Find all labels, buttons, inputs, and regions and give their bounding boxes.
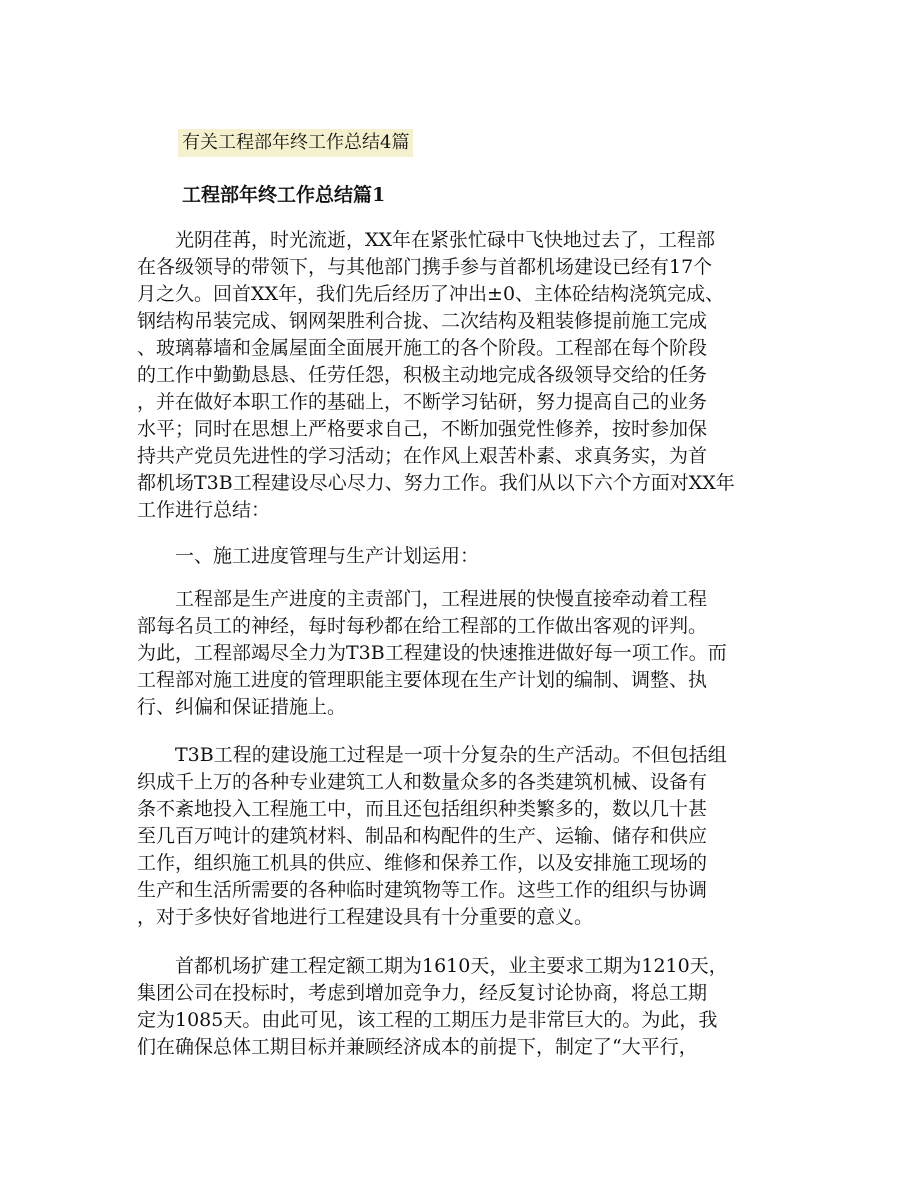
text-line: 生产和生活所需要的各种临时建筑物等工作。这些工作的组织与协调: [137, 879, 708, 901]
text-line: 行、纠偏和保证措施上。: [137, 696, 347, 718]
text-line: 工程部是生产进度的主责部门，工程进展的快慢直接牵动着工程: [137, 588, 708, 610]
text-line: T3B工程的建设施工过程是一项十分复杂的生产活动。不但包括组: [137, 744, 727, 766]
text-line: 工程部对施工进度的管理职能主要体现在生产计划的编制、调整、执: [137, 669, 708, 691]
paragraph-intro: [137, 227, 787, 524]
text-line: ，并在做好本职工作的基础上，不断学习钻研，努力提高自己的业务: [137, 391, 708, 413]
text-line: 一、施工进度管理与生产计划运用：: [137, 545, 480, 567]
paragraph-schedule: [137, 953, 787, 1061]
text-line: 在各级领导的带领下，与其他部门携手参与首都机场建设已经有17个: [137, 256, 713, 278]
text-line: 、玻璃幕墙和金属屋面全面展开施工的各个阶段。工程部在每个阶段: [137, 337, 708, 359]
text-line: 工作，组织施工机具的供应、维修和保养工作，以及安排施工现场的: [137, 852, 708, 874]
text-line: 条不紊地投入工程施工中，而且还包括组织种类繁多的，数以几十甚: [137, 798, 708, 820]
text-line: 月之久。回首XX年，我们先后经历了冲出±0、主体砼结构浇筑完成、: [137, 283, 725, 305]
text-line: 部每名员工的神经，每时每秒都在给工程部的工作做出客观的评判。: [137, 615, 708, 637]
text-line: 水平；同时在思想上严格要求自己，不断加强党性修养，按时参加保: [137, 418, 708, 440]
paragraph-progress-duty: [137, 586, 787, 721]
text-line: 钢结构吊装完成、钢网架胜利合拢、二次结构及粗装修提前施工完成: [137, 310, 708, 332]
text-line: 织成千上万的各种专业建筑工人和数量众多的各类建筑机械、设备有: [137, 771, 708, 793]
section-title: 工程部年终工作总结篇1: [182, 184, 386, 206]
text-line: 工作进行总结：: [137, 499, 271, 521]
text-line: 为此，工程部竭尽全力为T3B工程建设的快速推进做好每一项工作。而: [137, 642, 727, 664]
text-line: 至几百万吨计的建筑材料、制品和构配件的生产、运输、储存和供应: [137, 825, 708, 847]
document-title: 有关工程部年终工作总结4篇: [178, 129, 413, 157]
text-line: 定为1085天。由此可见，该工程的工期压力是非常巨大的。为此，我: [137, 1009, 718, 1031]
subsection-heading: [137, 543, 787, 570]
text-line: 集团公司在投标时，考虑到增加竞争力，经反复讨论协商，将总工期: [137, 982, 708, 1004]
text-line: 持共产党员先进性的学习活动；在作风上艰苦朴素、求真务实，为首: [137, 445, 708, 467]
paragraph-construction-process: [137, 742, 787, 931]
text-line: 光阴荏苒，时光流逝，XX年在紧张忙碌中飞快地过去了，工程部: [137, 229, 716, 251]
text-line: 首都机场扩建工程定额工期为1610天，业主要求工期为1210天，: [137, 955, 728, 977]
text-line: ，对于多快好省地进行工程建设具有十分重要的意义。: [137, 906, 594, 928]
text-line: 都机场T3B工程建设尽心尽力、努力工作。我们从以下六个方面对XX年: [137, 472, 735, 494]
text-line: 的工作中勤勤恳恳、任劳任怨，积极主动地完成各级领导交给的任务: [137, 364, 708, 386]
text-line: 们在确保总体工期目标并兼顾经济成本的前提下，制定了“大平行，: [137, 1036, 698, 1058]
